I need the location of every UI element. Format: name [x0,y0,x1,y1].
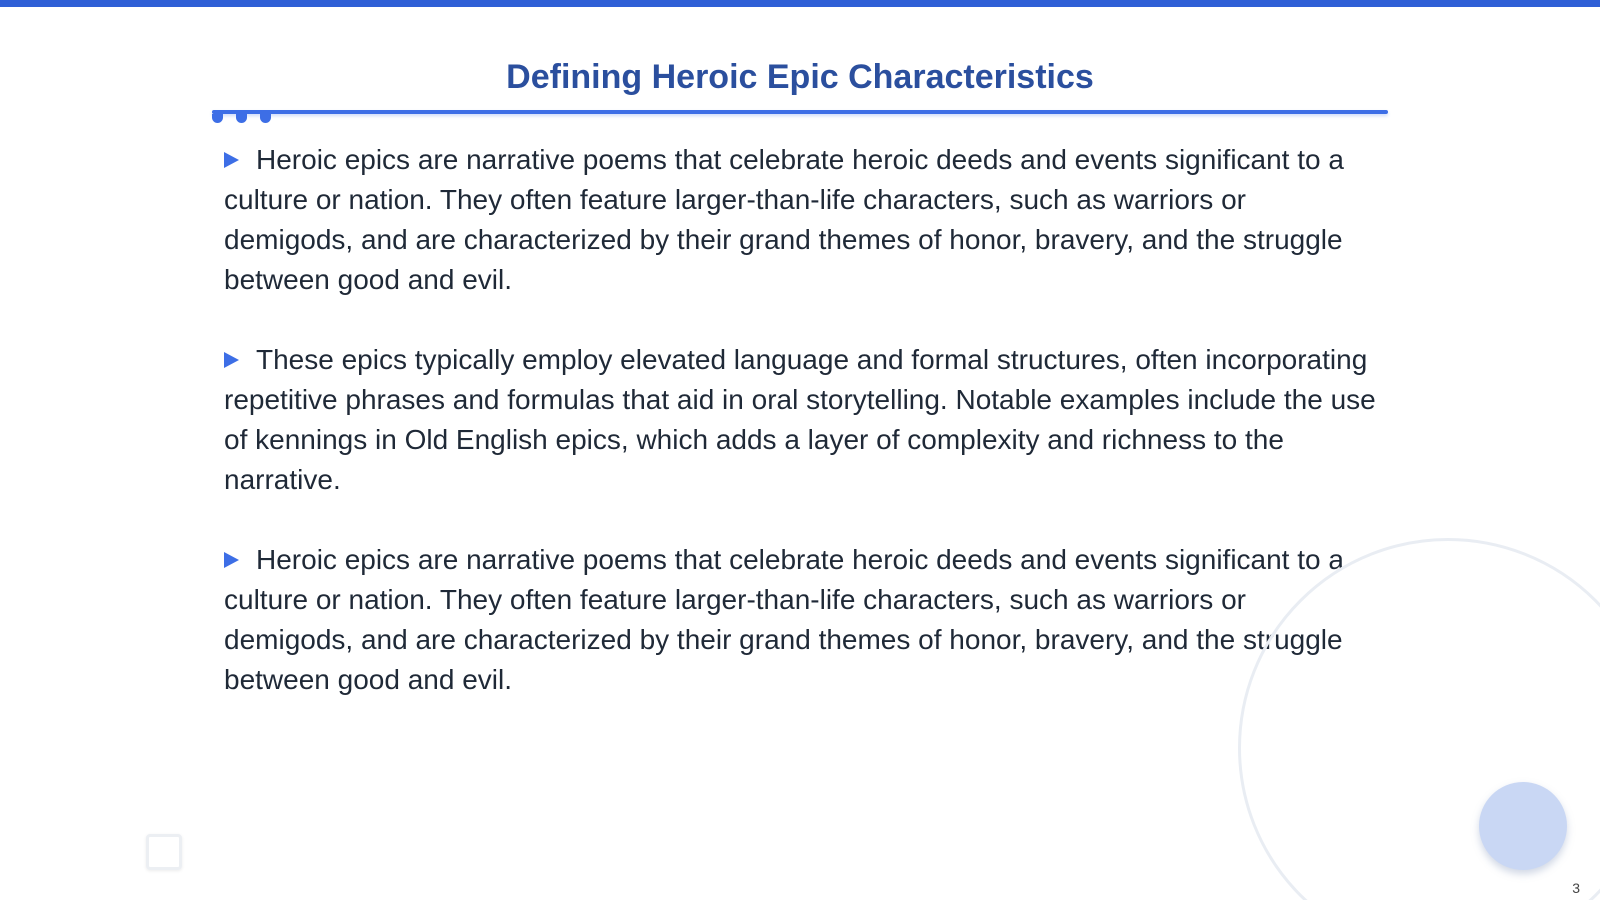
bullet-item [224,140,1380,300]
bullet-item [224,340,1380,500]
slide-title: Defining Heroic Epic Characteristics [506,58,1094,96]
bullet-text: Heroic epics are narrative poems that celebrate heroic deeds and events significant to a culture or nation. They often feature larger-than-life characters, such as warriors or demigods, and are characterized by their grand themes of honor, bravery, and the struggle between good and evil. [224,544,1344,695]
underline-dot [260,114,271,123]
underline-dot [212,114,223,123]
bullet-list [224,140,1380,740]
underline-dot [236,114,247,123]
top-accent-bar [0,0,1600,7]
title-underline [212,110,1388,114]
decorative-square [146,834,182,870]
decorative-circle [1479,782,1567,870]
triangle-right-icon [224,552,239,568]
bullet-item [224,540,1380,700]
page-number: 3 [1572,880,1580,896]
bullet-text: These epics typically employ elevated language and formal structures, often incorporating repetitive phrases and formulas that aid in oral storytelling. Notable examples include the use of kennings in Old English epics, which adds a layer of complexity and richness to the narrative. [224,344,1376,495]
triangle-right-icon [224,352,239,368]
bullet-text: Heroic epics are narrative poems that celebrate heroic deeds and events significant to a culture or nation. They often feature larger-than-life characters, such as warriors or demigods, and are characterized by their grand themes of honor, bravery, and the struggle between good and evil. [224,144,1344,295]
triangle-right-icon [224,152,239,168]
